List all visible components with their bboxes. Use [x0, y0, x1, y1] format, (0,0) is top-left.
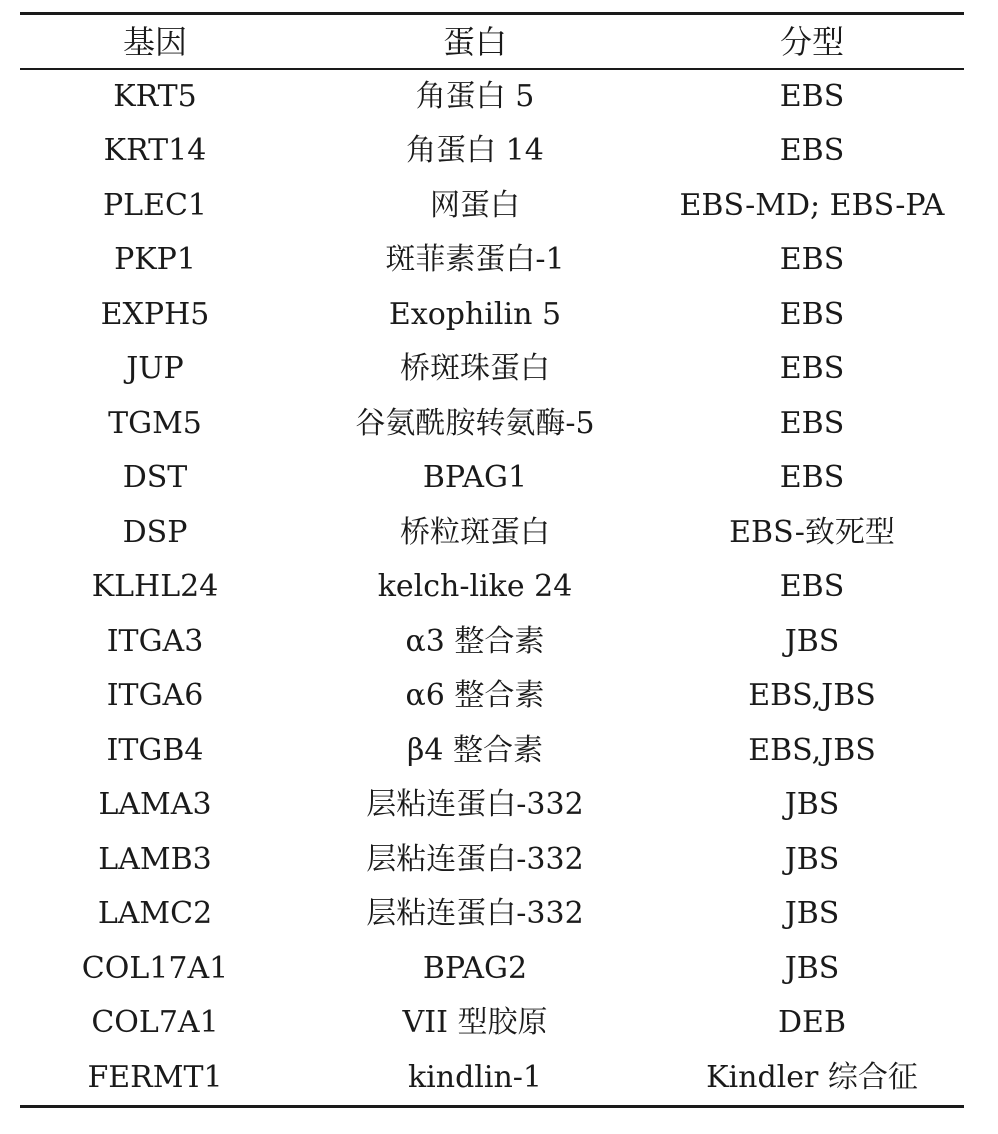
type-cell: JBS [784, 623, 840, 659]
table-row [20, 669, 964, 724]
protein-cell: 角蛋白 5 [415, 78, 535, 114]
protein-cell: 层粘连蛋白-332 [366, 841, 584, 877]
gene-cell: PLEC1 [102, 187, 208, 223]
table-row [20, 996, 964, 1051]
type-cell: EBS [779, 78, 845, 114]
type-cell: EBS [779, 405, 845, 441]
protein-cell: 层粘连蛋白-332 [366, 896, 584, 932]
header-type: 分型 [779, 22, 844, 61]
type-cell: EBS [779, 296, 845, 332]
table-row [20, 724, 964, 779]
header-protein: 蛋白 [442, 22, 507, 61]
table-row [20, 1051, 964, 1106]
gene-cell: ITGB4 [106, 732, 204, 768]
gene-cell: JUP [126, 351, 184, 387]
type-cell: EBS [779, 133, 845, 169]
protein-cell: 桥斑珠蛋白 [400, 351, 550, 387]
protein-cell: 桥粒斑蛋白 [400, 514, 550, 550]
type-cell: EBS [779, 351, 845, 387]
gene-cell: PKP1 [114, 242, 196, 278]
gene-cell: COL17A1 [81, 950, 229, 986]
gene-cell: EXPH5 [100, 296, 210, 332]
table-row [20, 179, 964, 234]
gene-protein-table [20, 12, 964, 1108]
gene-cell: KLHL24 [91, 569, 219, 605]
gene-cell: COL7A1 [91, 1005, 219, 1041]
gene-cell: KRT14 [103, 133, 207, 169]
gene-cell: KRT5 [113, 78, 197, 114]
protein-cell: 斑菲素蛋白-1 [385, 242, 565, 278]
type-cell: EBS,JBS [748, 732, 876, 768]
type-cell: JBS [784, 896, 840, 932]
gene-cell: LAMB3 [98, 841, 212, 877]
protein-cell: α6 整合素 [405, 678, 545, 714]
table-row [20, 887, 964, 942]
gene-cell: FERMT1 [87, 1059, 223, 1095]
type-cell: EBS [779, 569, 845, 605]
protein-cell: β4 整合素 [407, 732, 543, 768]
gene-cell: TGM5 [108, 405, 202, 441]
type-cell: EBS-MD; EBS-PA [679, 187, 945, 223]
header-gene: 基因 [122, 22, 187, 61]
type-cell: Kindler 综合征 [706, 1059, 918, 1095]
gene-cell: LAMC2 [97, 896, 213, 932]
protein-cell: VII 型胶原 [402, 1005, 548, 1041]
type-cell: EBS,JBS [748, 678, 876, 714]
protein-cell: α3 整合素 [405, 623, 545, 659]
protein-cell: BPAG2 [422, 950, 528, 986]
table-row [20, 451, 964, 506]
table-row [20, 615, 964, 670]
type-cell: JBS [784, 841, 840, 877]
table-row [20, 288, 964, 343]
table-row [20, 506, 964, 561]
table-row [20, 397, 964, 452]
protein-cell: BPAG1 [422, 460, 528, 496]
type-cell: EBS-致死型 [729, 514, 895, 550]
protein-cell: 层粘连蛋白-332 [366, 787, 584, 823]
protein-cell: Exophilin 5 [388, 296, 562, 332]
table-row [20, 124, 964, 179]
table-row [20, 560, 964, 615]
type-cell: JBS [784, 950, 840, 986]
protein-cell: 谷氨酰胺转氨酶-5 [355, 405, 595, 441]
table-row [20, 70, 964, 125]
type-cell: JBS [784, 787, 840, 823]
type-cell: DEB [778, 1005, 846, 1041]
gene-cell: LAMA3 [98, 787, 212, 823]
table-row [20, 942, 964, 997]
protein-cell: kelch-like 24 [377, 569, 573, 605]
protein-cell: 角蛋白 14 [406, 133, 544, 169]
table-body [20, 70, 964, 1106]
table-bottom-rule [20, 1105, 964, 1108]
type-cell: EBS [779, 460, 845, 496]
gene-cell: DST [122, 460, 188, 496]
table-row [20, 342, 964, 397]
table-row [20, 833, 964, 888]
protein-cell: 网蛋白 [430, 187, 520, 223]
table-header-row [20, 15, 964, 68]
gene-cell: DSP [122, 514, 188, 550]
gene-cell: ITGA3 [106, 623, 204, 659]
type-cell: EBS [779, 242, 845, 278]
protein-cell: kindlin-1 [407, 1059, 543, 1095]
table-row [20, 233, 964, 288]
gene-cell: ITGA6 [106, 678, 204, 714]
table-row [20, 778, 964, 833]
